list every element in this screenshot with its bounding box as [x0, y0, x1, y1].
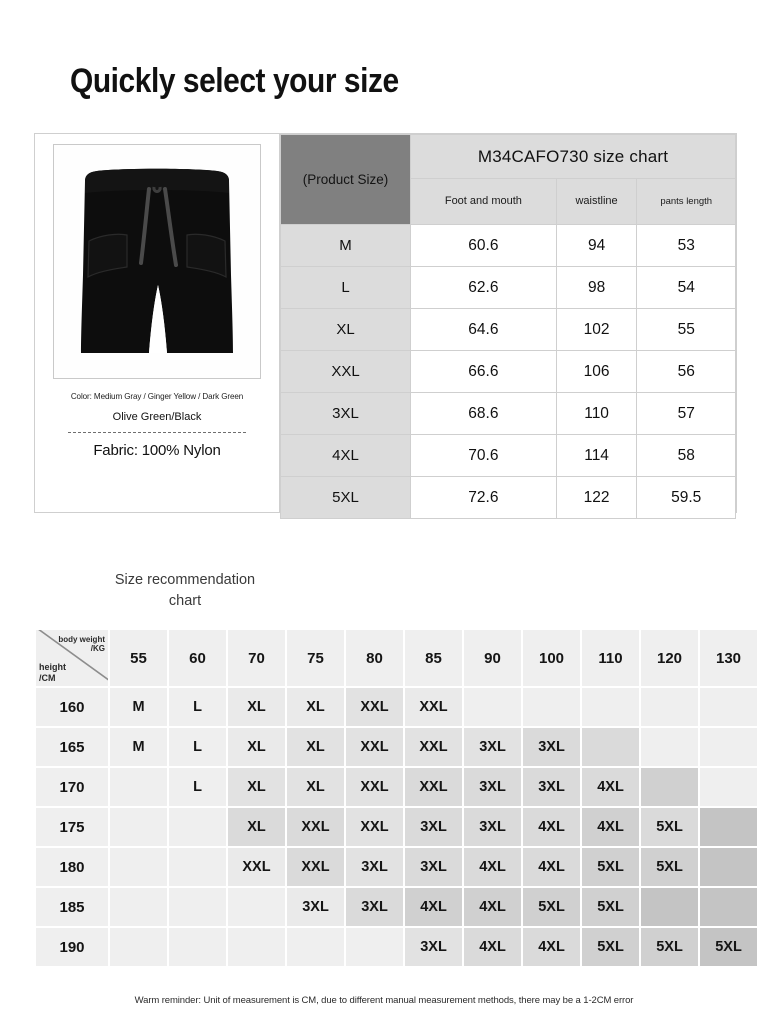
empty-cell: [228, 888, 285, 926]
product-spec-lines: [43, 391, 271, 459]
measurement-cell: 106: [556, 351, 637, 393]
recommended-size-cell: XL: [228, 728, 285, 766]
recommended-size-cell: XXL: [405, 728, 462, 766]
table-row: [281, 477, 736, 519]
empty-cell: [110, 848, 167, 886]
recommended-size-cell: 5XL: [582, 888, 639, 926]
recommended-size-cell: L: [169, 728, 226, 766]
recommended-size-cell: L: [169, 768, 226, 806]
empty-cell: [110, 768, 167, 806]
column-header-pants-length: pants length: [637, 179, 736, 225]
product-size-header: (Product Size): [281, 135, 411, 225]
size-chart-table: [280, 134, 736, 519]
recommended-size-cell: 4XL: [464, 888, 521, 926]
recommended-size-cell: 4XL: [582, 808, 639, 846]
recommended-size-cell: 3XL: [464, 808, 521, 846]
column-header-foot-and-mouth: Foot and mouth: [411, 179, 557, 225]
recommended-size-cell: XXL: [405, 688, 462, 726]
empty-cell: [641, 688, 698, 726]
product-color-line-2: Olive Green/Black: [112, 411, 202, 423]
weight-column-header: 80: [346, 630, 403, 686]
table-row: [281, 225, 736, 267]
measurement-cell: 114: [556, 435, 637, 477]
page-title: Quickly select your size: [70, 62, 399, 100]
recommended-size-cell: 3XL: [523, 768, 580, 806]
empty-cell: [700, 888, 757, 926]
weight-column-header: 75: [287, 630, 344, 686]
recommendation-row: [36, 848, 757, 886]
recommended-size-cell: 4XL: [523, 808, 580, 846]
recommended-size-cell: 3XL: [346, 848, 403, 886]
empty-cell: [700, 848, 757, 886]
empty-cell: [582, 728, 639, 766]
recommendation-row: [36, 808, 757, 846]
measurement-cell: 122: [556, 477, 637, 519]
recommended-size-cell: XXL: [346, 688, 403, 726]
product-color-line: Color: Medium Gray / Ginger Yellow / Dark Green: [70, 391, 244, 401]
weight-column-header: 55: [110, 630, 167, 686]
recommended-size-cell: 3XL: [464, 768, 521, 806]
recommended-size-cell: 4XL: [405, 888, 462, 926]
empty-cell: [169, 928, 226, 966]
measurement-cell: 66.6: [411, 351, 557, 393]
recommended-size-cell: XXL: [287, 808, 344, 846]
height-row-header: 170: [36, 768, 108, 806]
size-chart-header-row-1: [281, 135, 736, 179]
recommended-size-cell: L: [169, 688, 226, 726]
empty-cell: [110, 888, 167, 926]
empty-cell: [169, 848, 226, 886]
recommendation-row: [36, 888, 757, 926]
recommended-size-cell: 3XL: [464, 728, 521, 766]
empty-cell: [287, 928, 344, 966]
recommended-size-cell: 4XL: [582, 768, 639, 806]
height-axis-label-line-1: height: [39, 662, 66, 673]
empty-cell: [228, 928, 285, 966]
empty-cell: [346, 928, 403, 966]
table-row: [281, 435, 736, 477]
recommendation-row: [36, 768, 757, 806]
weight-column-header: 90: [464, 630, 521, 686]
measurement-cell: 68.6: [411, 393, 557, 435]
recommendation-row: [36, 928, 757, 966]
recommended-size-cell: 3XL: [523, 728, 580, 766]
size-label-cell: XXL: [281, 351, 411, 393]
product-photo-frame: [53, 144, 261, 379]
recommended-size-cell: 4XL: [464, 928, 521, 966]
measurement-cell: 55: [637, 309, 736, 351]
recommendation-chart-heading: [70, 570, 300, 612]
recommended-size-cell: 3XL: [405, 848, 462, 886]
size-chart-title: M34CAFO730 size chart: [411, 135, 736, 179]
measurement-cell: 58: [637, 435, 736, 477]
height-row-header: 180: [36, 848, 108, 886]
empty-cell: [641, 728, 698, 766]
recommended-size-cell: 5XL: [582, 928, 639, 966]
recommended-size-cell: XXL: [228, 848, 285, 886]
recommended-size-cell: XL: [228, 808, 285, 846]
recommended-size-cell: 5XL: [700, 928, 757, 966]
recommended-size-cell: XL: [287, 728, 344, 766]
recommended-size-cell: 4XL: [523, 928, 580, 966]
product-panel: [35, 134, 280, 512]
recommended-size-cell: 5XL: [523, 888, 580, 926]
weight-column-header: 100: [523, 630, 580, 686]
empty-cell: [110, 928, 167, 966]
recommended-size-cell: XXL: [346, 768, 403, 806]
size-label-cell: M: [281, 225, 411, 267]
empty-cell: [464, 688, 521, 726]
table-row: [281, 267, 736, 309]
height-row-header: 165: [36, 728, 108, 766]
empty-cell: [169, 888, 226, 926]
recommendation-header-row: [36, 630, 757, 686]
product-fabric: Fabric: 100% Nylon: [93, 442, 221, 459]
measurement-cell: 53: [637, 225, 736, 267]
recommendation-heading-line-2: chart: [168, 593, 202, 610]
column-header-waistline: waistline: [556, 179, 637, 225]
height-axis-label-line-2: /CM: [39, 672, 56, 683]
table-row: [281, 351, 736, 393]
recommended-size-cell: 3XL: [405, 928, 462, 966]
measurement-cell: 72.6: [411, 477, 557, 519]
recommended-size-cell: 3XL: [287, 888, 344, 926]
recommended-size-cell: XL: [287, 688, 344, 726]
weight-column-header: 130: [700, 630, 757, 686]
product-and-size-chart-panel: [34, 133, 737, 513]
size-recommendation-table: [34, 628, 759, 968]
height-row-header: 185: [36, 888, 108, 926]
weight-column-header: 60: [169, 630, 226, 686]
empty-cell: [641, 768, 698, 806]
empty-cell: [700, 808, 757, 846]
recommended-size-cell: XL: [228, 688, 285, 726]
height-row-header: 175: [36, 808, 108, 846]
size-label-cell: 3XL: [281, 393, 411, 435]
table-row: [281, 393, 736, 435]
axis-corner-cell: [36, 630, 108, 686]
weight-axis-label-line-2: /KG: [90, 644, 105, 654]
empty-cell: [169, 808, 226, 846]
recommended-size-cell: XXL: [287, 848, 344, 886]
empty-cell: [110, 808, 167, 846]
height-row-header: 160: [36, 688, 108, 726]
empty-cell: [700, 728, 757, 766]
recommended-size-cell: 3XL: [405, 808, 462, 846]
weight-column-header: 120: [641, 630, 698, 686]
recommended-size-cell: M: [110, 688, 167, 726]
recommended-size-cell: 3XL: [346, 888, 403, 926]
recommended-size-cell: 5XL: [582, 848, 639, 886]
recommended-size-cell: 5XL: [641, 928, 698, 966]
recommendation-heading-line-1: Size recommendation: [114, 572, 256, 588]
recommendation-row: [36, 728, 757, 766]
recommended-size-cell: XL: [287, 768, 344, 806]
recommended-size-cell: XXL: [346, 728, 403, 766]
size-label-cell: 5XL: [281, 477, 411, 519]
recommended-size-cell: 4XL: [464, 848, 521, 886]
measurement-cell: 60.6: [411, 225, 557, 267]
recommendation-body: [36, 688, 757, 966]
empty-cell: [700, 768, 757, 806]
measurement-cell: 70.6: [411, 435, 557, 477]
size-label-cell: 4XL: [281, 435, 411, 477]
weight-axis-label-line-1: body weight: [58, 635, 105, 644]
measurement-cell: 94: [556, 225, 637, 267]
size-label-cell: L: [281, 267, 411, 309]
weight-axis-label: [58, 635, 105, 653]
recommended-size-cell: XXL: [346, 808, 403, 846]
measurement-cell: 54: [637, 267, 736, 309]
table-row: [281, 309, 736, 351]
recommended-size-cell: XL: [228, 768, 285, 806]
divider: [68, 432, 246, 433]
measurement-cell: 102: [556, 309, 637, 351]
weight-column-header: 70: [228, 630, 285, 686]
recommended-size-cell: XXL: [405, 768, 462, 806]
empty-cell: [523, 688, 580, 726]
recommended-size-cell: 5XL: [641, 808, 698, 846]
recommendation-header: [36, 630, 757, 686]
empty-cell: [700, 688, 757, 726]
warm-reminder-note: Warm reminder: Unit of measurement is CM, due to different manual measurement methods, there may be a 1-2CM error: [134, 995, 634, 1006]
size-chart-body: [281, 225, 736, 519]
measurement-cell: 98: [556, 267, 637, 309]
measurement-cell: 56: [637, 351, 736, 393]
measurement-cell: 59.5: [637, 477, 736, 519]
empty-cell: [641, 888, 698, 926]
recommended-size-cell: 5XL: [641, 848, 698, 886]
height-axis-label: [39, 662, 66, 683]
measurement-cell: 64.6: [411, 309, 557, 351]
recommended-size-cell: M: [110, 728, 167, 766]
recommendation-row: [36, 688, 757, 726]
height-row-header: 190: [36, 928, 108, 966]
empty-cell: [582, 688, 639, 726]
recommended-size-cell: 4XL: [523, 848, 580, 886]
weight-column-header: 110: [582, 630, 639, 686]
size-label-cell: XL: [281, 309, 411, 351]
weight-column-header: 85: [405, 630, 462, 686]
measurement-cell: 110: [556, 393, 637, 435]
measurement-cell: 57: [637, 393, 736, 435]
cargo-shorts-image: [75, 167, 239, 363]
measurement-cell: 62.6: [411, 267, 557, 309]
